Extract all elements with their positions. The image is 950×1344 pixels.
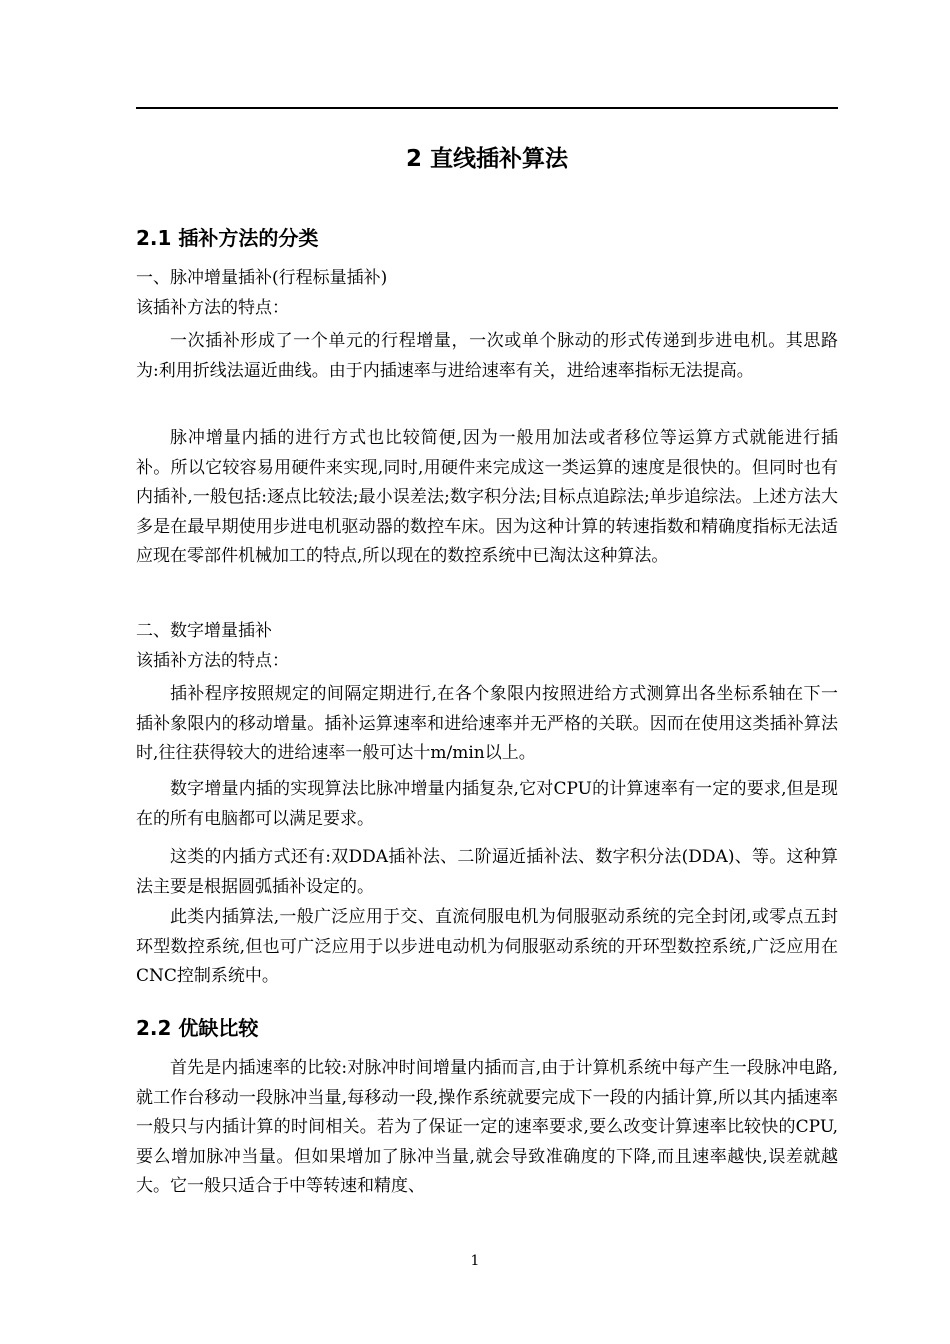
paragraph-digital-2: 数字增量内插的实现算法比脉冲增量内插复杂,它对CPU的计算速率有一定的要求,但是现在的所有电脑都可以满足要求。 (136, 779, 838, 829)
paragraph-digital-3: 这类的内插方式还有:双DDA插补法、二阶逼近插补法、数字积分法(DDA)、等。这种算法主要是根据圆弧插补设定的。 (136, 847, 838, 897)
chapter-title: 2 直线插补算法 (405, 146, 568, 172)
feature-label-digital: 该插补方法的特点： (136, 651, 289, 671)
subsection-title-digital: 二、数字增量插补 (136, 621, 272, 641)
paragraph-digital-1: 插补程序按照规定的间隔定期进行,在各个象限内按照进给方式测算出各坐标系轴在下一插补象限内的移动增量。插补运算速率和进给速率并无严格的关联。因而在使用这类插补算法时,往往获得较大的进给速率一般可达十m/min以上。 (136, 684, 838, 763)
section-heading-2-2: 2.2 优缺比较 (136, 1016, 259, 1040)
paragraph-pulse-1: 一次插补形成了一个单元的行程增量，一次或单个脉动的形式传递到步进电机。其思路为:利用折线法逼近曲线。由于内插速率与进给速率有关，进给速率指标无法提高。 (136, 331, 838, 381)
subsection-title-pulse: 一、脉冲增量插补(行程标量插补) (136, 268, 388, 288)
paragraph-comparison-1: 首先是内插速率的比较:对脉冲时间增量内插而言,由于计算机系统中每产生一段脉冲电路,就工作台移动一段脉冲当量,每移动一段,操作系统就要完成下一段的内插计算,所以其内插速率一般只与内插计算的时间相关。若为了保证一定的速率要求,要么改变计算速率比较快的CPU,要么增加脉冲当量。但如果增加了脉冲当量,就会导致准确度的下降,而且速率越快,误差就越大。它一般只适合于中等转速和精度、 (136, 1058, 838, 1196)
header-rule (136, 107, 838, 109)
section-heading-2-1: 2.1 插补方法的分类 (136, 226, 319, 250)
paragraph-digital-4: 此类内插算法,一般广泛应用于交、直流伺服电机为伺服驱动系统的完全封闭,或零点五封环型数控系统,但也可广泛应用于以步进电动机为伺服驱动系统的开环型数控系统,广泛应用在CNC控制系统中。 (136, 907, 838, 986)
paragraph-pulse-2: 脉冲增量内插的进行方式也比较简便,因为一般用加法或者移位等运算方式就能进行插补。所以它较容易用硬件来实现,同时,用硬件来完成这一类运算的速度是很快的。但同时也有内插补,一般包括:逐点比较法;最小误差法;数字积分法;目标点追踪法;单步追综法。上述方法大多是在最早期使用步进电机驱动器的数控车床。因为这种计算的转速指数和精确度指标无法适应现在零部件机械加工的特点,所以现在的数控系统中已淘汰这种算法。 (136, 428, 838, 566)
page-number: 1 (470, 1253, 480, 1269)
feature-label-pulse: 该插补方法的特点： (136, 298, 289, 318)
